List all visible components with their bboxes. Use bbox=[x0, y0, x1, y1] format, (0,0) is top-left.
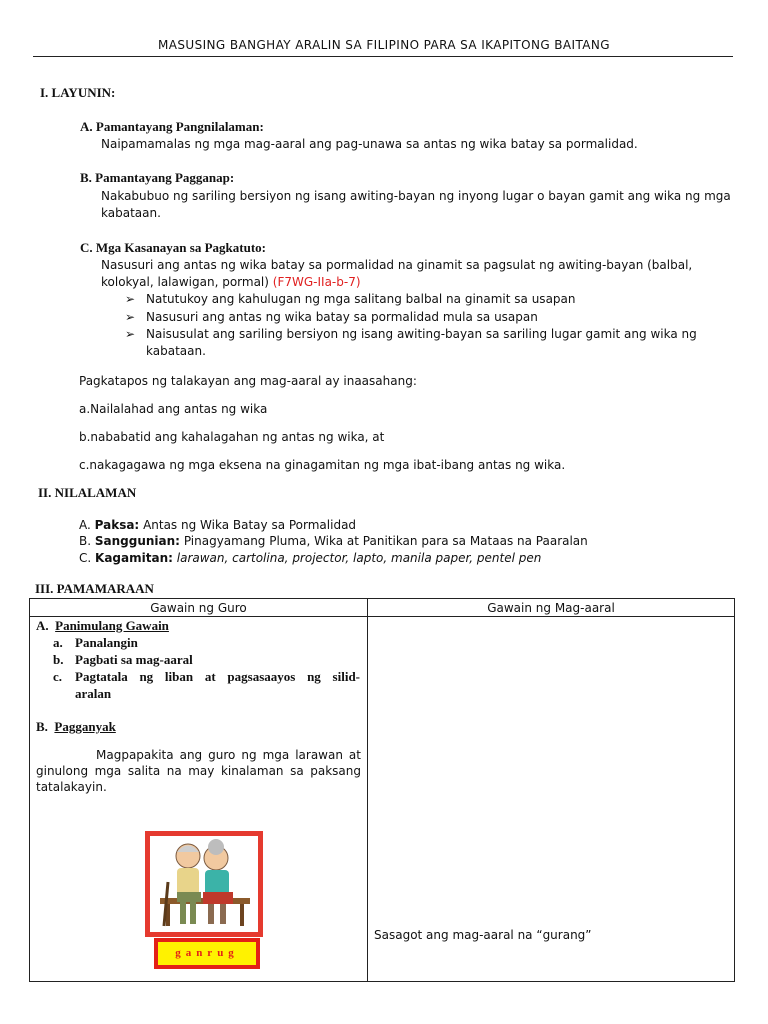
kagamitan-prefix: C. bbox=[79, 551, 92, 565]
procedure-table bbox=[29, 598, 735, 982]
pagganyak-text-1: Magpapakita ang guro ng mga larawan at bbox=[96, 748, 361, 762]
layunin-a-text: Naipamamalas ng mga mag-aaral ang pag-unawa sa antas ng wika batay sa pormalidad. bbox=[101, 137, 638, 151]
kagamitan-label: Kagamitan: bbox=[95, 551, 173, 565]
competency-code: (F7WG-IIa-b-7) bbox=[272, 275, 361, 289]
section-layunin-heading: I. LAYUNIN: bbox=[40, 85, 116, 100]
column-header-guro: Gawain ng Guro bbox=[30, 599, 368, 617]
teacher-activities-cell bbox=[30, 617, 368, 982]
paksa-prefix: A. bbox=[79, 518, 91, 532]
panimulang-gawain-heading: A. Panimulang Gawain bbox=[36, 618, 169, 633]
objective-b: b.nababatid ang kahalagahan ng antas ng wika, at bbox=[79, 430, 385, 444]
item-b-prefix: b. bbox=[53, 652, 64, 667]
kagamitan-value: larawan, cartolina, projector, lapto, manila paper, pentel pen bbox=[176, 551, 542, 565]
scrambled-word-card: ganrug bbox=[154, 938, 260, 969]
objective-a: a.Nailalahad ang antas ng wika bbox=[79, 402, 268, 416]
elderly-couple-icon bbox=[150, 836, 258, 932]
paksa-value: Antas ng Wika Batay sa Pormalidad bbox=[143, 518, 357, 532]
column-header-mag-aaral: Gawain ng Mag-aaral bbox=[368, 599, 735, 617]
elderly-couple-illustration bbox=[145, 831, 263, 937]
arrow-bullet-icon: ➢ bbox=[125, 327, 136, 341]
pagganyak-heading: B. Pagganyak bbox=[36, 719, 116, 734]
item-panalangin: Panalangin bbox=[75, 635, 138, 650]
arrow-bullet-icon: ➢ bbox=[125, 292, 136, 306]
sanggunian-label: Sanggunian: bbox=[94, 534, 180, 548]
item-a-prefix: a. bbox=[53, 635, 63, 650]
student-response: Sasagot ang mag-aaral na “gurang” bbox=[374, 928, 592, 942]
kagamitan-line bbox=[79, 550, 541, 567]
layunin-c-text-2-main: kolokyal, lalawigan, pormal) bbox=[101, 275, 269, 289]
layunin-c-text-2 bbox=[101, 274, 361, 291]
bullet-item-1: ➢ Natutukoy ang kahulugan ng mga salitang balbal na ginamit sa usapan bbox=[125, 292, 576, 306]
objectives-intro: Pagkatapos ng talakayan ang mag-aaral ay inaasahang: bbox=[79, 374, 417, 388]
sanggunian-value: Pinagyamang Pluma, Wika at Panitikan para sa Mataas na Paaralan bbox=[183, 534, 588, 548]
layunin-a-label: A. Pamantayang Pangnilalaman: bbox=[80, 119, 264, 134]
document-title: MASUSING BANGHAY ARALIN SA FILIPINO PARA SA IKAPITONG BAITANG bbox=[158, 38, 610, 52]
layunin-c-label: C. Mga Kasanayan sa Pagkatuto: bbox=[80, 240, 266, 255]
item-pagtatala: Pagtatala ng liban at pagsasaayos ng silid- bbox=[75, 669, 360, 684]
header-rule bbox=[33, 56, 733, 57]
bullet-item-2: ➢ Nasusuri ang antas ng wika batay sa pormalidad mula sa usapan bbox=[125, 310, 538, 324]
paksa-line bbox=[79, 517, 356, 534]
paksa-label: Paksa: bbox=[94, 518, 140, 532]
layunin-b-label: B. Pamantayang Pagganap: bbox=[80, 170, 235, 185]
student-activities-cell bbox=[368, 617, 735, 982]
bullet-item-3-cont: kabataan. bbox=[146, 344, 206, 358]
objective-c: c.nakagagawa ng mga eksena na ginagamitan ng mga ibat-ibang antas ng wika. bbox=[79, 458, 566, 472]
section-nilalaman-heading: II. NILALAMAN bbox=[38, 485, 137, 500]
arrow-bullet-icon: ➢ bbox=[125, 310, 136, 324]
sanggunian-line bbox=[79, 533, 588, 550]
sanggunian-prefix: B. bbox=[79, 534, 92, 548]
bullet-item-3: ➢ Naisusulat ang sariling bersiyon ng isang awiting-bayan sa sariling lugar gamit ang wika ng bbox=[125, 327, 697, 341]
section-pamamaraan-heading: III. PAMAMARAAN bbox=[35, 581, 154, 596]
item-pagtatala-cont: aralan bbox=[75, 686, 112, 701]
item-pagbati: Pagbati sa mag-aaral bbox=[75, 652, 193, 667]
pagganyak-text-2: ginulong mga salita na may kinalaman sa paksang bbox=[36, 764, 361, 778]
pagganyak-text-3: tatalakayin. bbox=[36, 780, 107, 794]
item-c-prefix: c. bbox=[53, 669, 63, 684]
layunin-b-text-2: kabataan. bbox=[101, 206, 161, 220]
layunin-c-text-1: Nasusuri ang antas ng wika batay sa pormalidad na ginamit sa pagsulat ng awiting-bayan (balbal, bbox=[101, 258, 693, 272]
layunin-b-text-1: Nakabubuo ng sariling bersiyon ng isang awiting-bayan ng inyong lugar o bayan gamit ang wika ng mga bbox=[101, 189, 731, 203]
